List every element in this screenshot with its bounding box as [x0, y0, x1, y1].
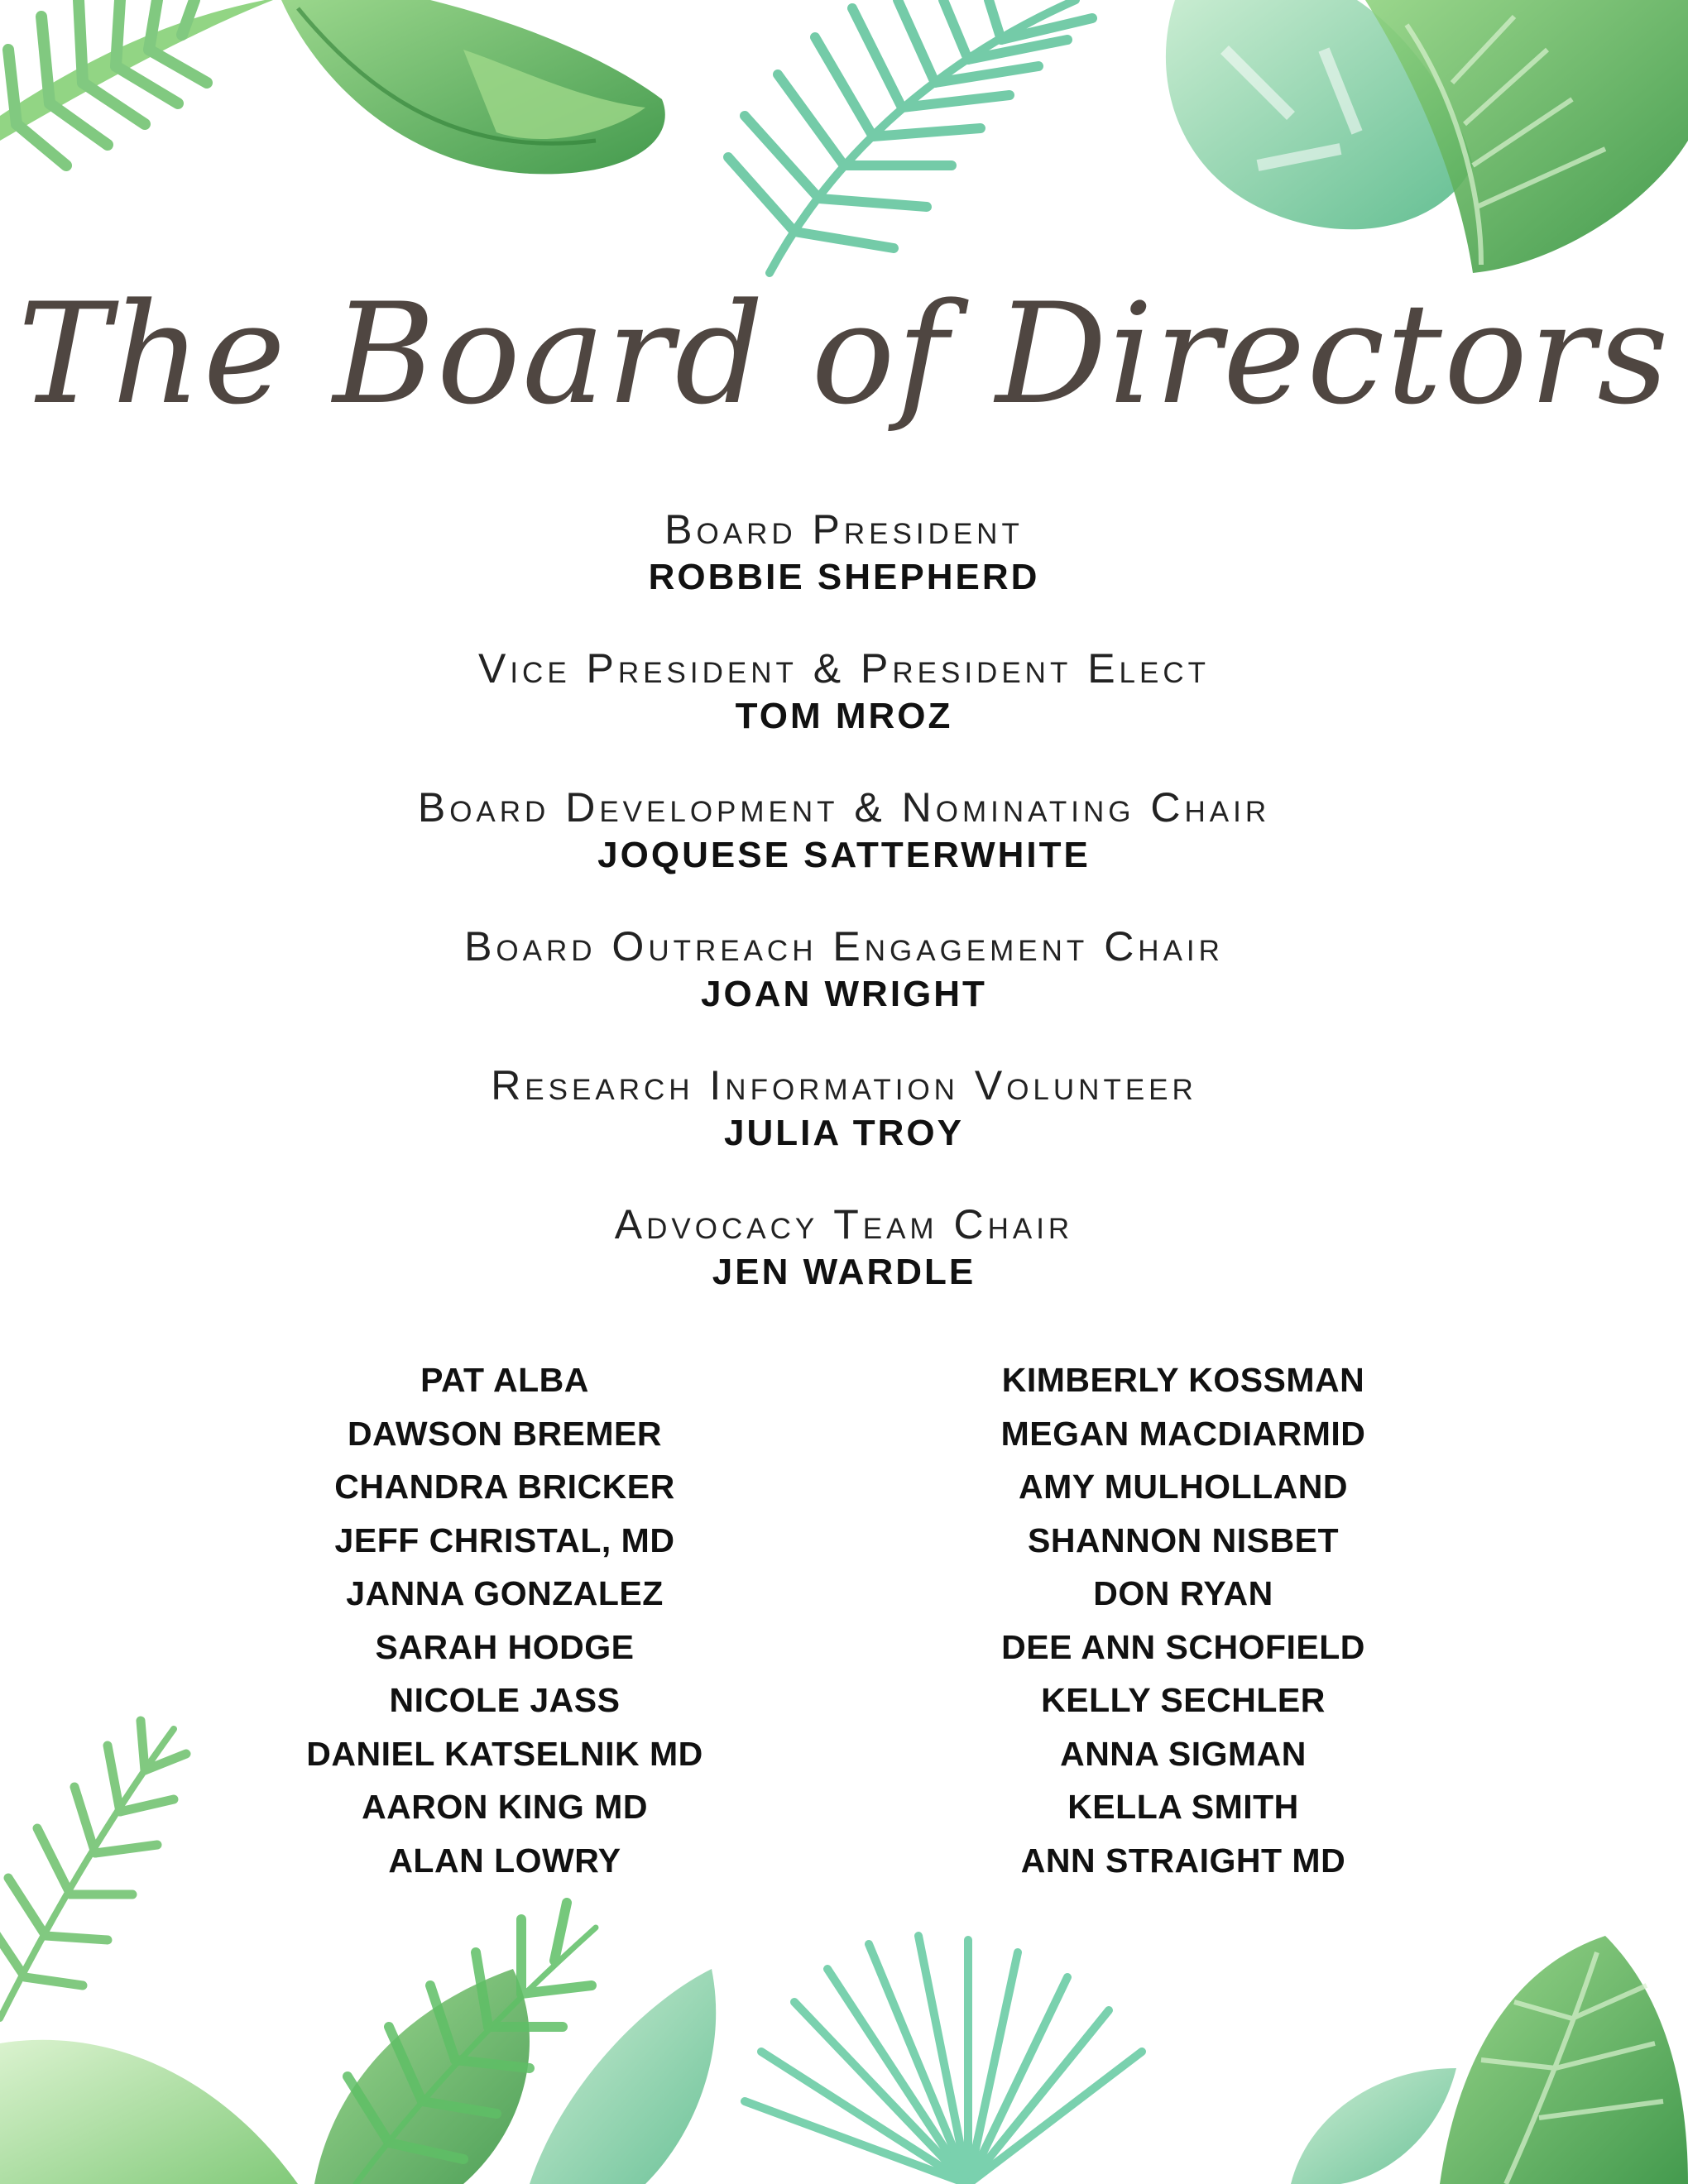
- officer-list: [0, 505, 1688, 1339]
- member-name: SHANNON NISBET: [1027, 1521, 1340, 1559]
- member-name: ALAN LOWRY: [388, 1841, 621, 1880]
- role-title: Vice President & President Elect: [477, 645, 1211, 692]
- member-name: KIMBERLY KOSSMAN: [1001, 1361, 1365, 1399]
- role-holder-name: JULIA TROY: [724, 1113, 964, 1153]
- member-name: DANIEL KATSELNIK MD: [306, 1734, 703, 1773]
- officer-entry: [0, 1200, 1688, 1339]
- member-name: AARON KING MD: [362, 1788, 648, 1826]
- member-name: DAWSON BREMER: [347, 1414, 663, 1453]
- member-name: KELLA SMITH: [1067, 1788, 1299, 1826]
- members-column-right: [885, 1353, 1481, 1887]
- officer-entry: [0, 505, 1688, 644]
- role-title: Board Development & Nominating Chair: [417, 784, 1271, 831]
- member-name: KELLY SECHLER: [1041, 1681, 1326, 1719]
- page-title: The Board of Directors: [17, 273, 1671, 435]
- member-name: ANN STRAIGHT MD: [1020, 1841, 1346, 1880]
- role-title: Advocacy Team Chair: [614, 1201, 1074, 1248]
- members-column-left: [207, 1353, 803, 1887]
- role-holder-name: JOAN WRIGHT: [701, 974, 987, 1014]
- member-name: DON RYAN: [1093, 1574, 1273, 1612]
- member-name: JEFF CHRISTAL, MD: [334, 1521, 675, 1559]
- member-name: JANNA GONZALEZ: [346, 1574, 664, 1612]
- role-holder-name: TOM MROZ: [735, 696, 953, 736]
- member-name: SARAH HODGE: [375, 1627, 635, 1666]
- role-holder-name: ROBBIE SHEPHERD: [648, 557, 1040, 597]
- member-name: CHANDRA BRICKER: [334, 1468, 675, 1506]
- role-title: Board President: [664, 506, 1024, 553]
- member-name: ANNA SIGMAN: [1060, 1734, 1307, 1773]
- member-name: PAT ALBA: [420, 1361, 589, 1399]
- role-holder-name: JOQUESE SATTERWHITE: [597, 835, 1091, 875]
- member-name: AMY MULHOLLAND: [1019, 1468, 1348, 1506]
- role-holder-name: JEN WARDLE: [712, 1252, 976, 1292]
- officer-entry: [0, 922, 1688, 1061]
- officer-entry: [0, 644, 1688, 783]
- member-name: DEE ANN SCHOFIELD: [1001, 1627, 1365, 1666]
- member-name: MEGAN MACDIARMID: [1000, 1414, 1366, 1453]
- role-title: Research Information Volunteer: [491, 1062, 1197, 1109]
- officer-entry: [0, 1061, 1688, 1200]
- role-title: Board Outreach Engagement Chair: [464, 923, 1224, 970]
- officer-entry: [0, 783, 1688, 922]
- member-name: NICOLE JASS: [389, 1681, 621, 1719]
